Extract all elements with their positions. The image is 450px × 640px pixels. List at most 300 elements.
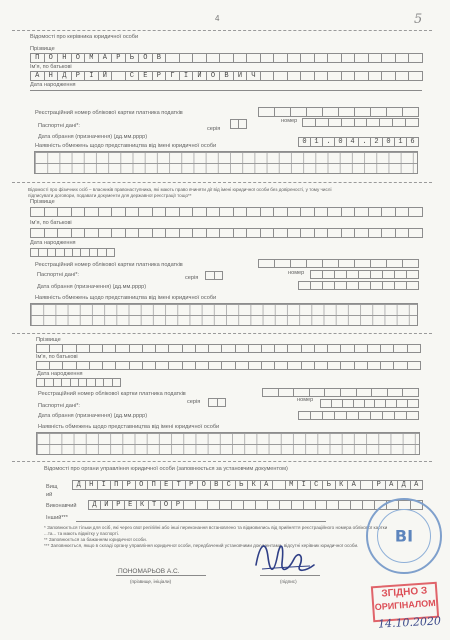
section2-tax-cells — [258, 259, 418, 268]
char-cell — [233, 228, 248, 238]
char-cell — [302, 118, 316, 127]
char-cell — [306, 259, 323, 268]
char-cell: В — [210, 480, 224, 490]
char-cell — [142, 344, 156, 353]
section3-name-label: Ім'я, по батькові — [36, 354, 78, 360]
char-cell — [192, 53, 207, 63]
char-cell: Н — [57, 53, 72, 63]
char-cell — [89, 344, 103, 353]
section2-surname-label: Прізвище — [30, 199, 55, 205]
char-cell — [367, 361, 381, 370]
char-cell — [287, 344, 301, 353]
char-cell — [327, 53, 342, 63]
char-cell — [44, 228, 59, 238]
section4-exec-label: Виконавчий — [46, 503, 77, 509]
char-cell — [261, 361, 275, 370]
char-cell — [206, 207, 221, 217]
char-cell: Д — [88, 500, 101, 510]
char-cell — [341, 71, 356, 81]
char-cell — [273, 207, 288, 217]
char-cell: Р — [171, 500, 184, 510]
char-cell: А — [30, 71, 45, 81]
section4-organ-label-2: ий — [46, 492, 53, 498]
char-cell — [235, 344, 249, 353]
section-divider — [12, 461, 432, 462]
char-cell — [328, 118, 342, 127]
char-cell: . — [358, 137, 371, 147]
char-cell: К — [247, 480, 261, 490]
section4-executive-organ-cells — [88, 500, 422, 510]
char-cell: Т — [148, 500, 161, 510]
section1-passport-label: Паспортні дані*: — [38, 123, 80, 129]
section3-surname-cells — [36, 344, 420, 353]
char-cell — [125, 207, 140, 217]
char-cell — [314, 207, 329, 217]
char-cell — [246, 228, 261, 238]
char-cell: 0 — [334, 137, 347, 147]
char-cell — [235, 361, 249, 370]
char-cell — [354, 207, 369, 217]
char-cell — [407, 399, 419, 408]
section2-dob-cells — [30, 248, 114, 257]
char-cell — [98, 207, 113, 217]
char-cell — [102, 344, 116, 353]
char-cell — [278, 388, 295, 397]
char-cell — [248, 361, 262, 370]
char-cell — [367, 344, 381, 353]
char-cell — [195, 361, 209, 370]
char-cell — [341, 228, 356, 238]
char-cell: О — [197, 480, 211, 490]
signature-caption: (підпис) — [280, 579, 297, 584]
section2-series-label: серія — [185, 275, 199, 281]
char-cell — [36, 344, 50, 353]
char-cell — [182, 344, 196, 353]
char-cell — [233, 53, 248, 63]
char-cell: О — [206, 71, 221, 81]
section1-dob-line — [30, 90, 422, 91]
char-cell: О — [135, 480, 149, 490]
char-cell — [402, 259, 419, 268]
char-cell — [287, 71, 302, 81]
char-cell — [315, 118, 329, 127]
char-cell — [57, 228, 72, 238]
char-cell — [354, 361, 368, 370]
char-cell — [206, 53, 221, 63]
char-cell: І — [84, 71, 99, 81]
char-cell — [293, 388, 310, 397]
char-cell — [221, 361, 235, 370]
char-cell — [300, 228, 315, 238]
char-cell — [168, 344, 182, 353]
char-cell: 0 — [382, 137, 395, 147]
char-cell — [340, 361, 354, 370]
char-cell — [219, 228, 234, 238]
char-cell — [370, 107, 387, 117]
char-cell: Р — [71, 71, 86, 81]
section1-number-label: номер — [281, 118, 298, 124]
char-cell — [274, 361, 288, 370]
char-cell: Ь — [125, 53, 140, 63]
char-cell — [274, 107, 291, 117]
section2-heading-line1: Відомості про фізичних осіб – власників правонаступника, які мають право вчиняти дії від імені юридичної особи без довіреності, у тому числі — [28, 187, 332, 192]
char-cell: Ч — [246, 71, 261, 81]
char-cell — [62, 344, 76, 353]
char-cell — [354, 118, 368, 127]
char-cell: І — [97, 480, 111, 490]
char-cell — [262, 388, 279, 397]
char-cell: Н — [44, 71, 59, 81]
section3-series-label: серія — [187, 399, 201, 405]
char-cell — [354, 344, 368, 353]
char-cell: И — [233, 71, 248, 81]
char-cell: О — [160, 500, 173, 510]
char-cell — [248, 344, 262, 353]
char-cell: А — [347, 480, 361, 490]
section1-election-cells — [298, 137, 418, 147]
char-cell — [258, 107, 275, 117]
char-cell — [238, 119, 247, 129]
char-cell — [208, 361, 222, 370]
char-cell — [111, 228, 126, 238]
char-cell — [379, 118, 393, 127]
section2-election-cells — [298, 281, 418, 290]
char-cell — [274, 344, 288, 353]
char-cell: П — [110, 480, 124, 490]
section4-higher-organ-cells — [72, 480, 422, 490]
char-cell — [155, 344, 169, 353]
char-cell — [36, 361, 50, 370]
signer-name-line — [116, 575, 206, 576]
section2-number-label: номер — [288, 270, 305, 276]
signer-name-caption: (прізвище, ініціали) — [130, 579, 172, 584]
char-cell: С — [125, 71, 140, 81]
char-cell — [71, 228, 86, 238]
char-cell — [386, 107, 403, 117]
char-cell — [341, 207, 356, 217]
section1-dob-label: Дата народження — [30, 82, 76, 88]
char-cell — [408, 53, 423, 63]
section1-series-label: серія — [207, 126, 221, 132]
char-cell — [301, 361, 315, 370]
footnote-1-cont: ...та... та мають відмітку у паспорті. — [44, 531, 120, 536]
section2-series-cells — [205, 271, 222, 280]
char-cell: Р — [372, 480, 386, 490]
char-cell — [260, 71, 275, 81]
char-cell — [182, 361, 196, 370]
section2-limits-label: Наявність обмежень щодо представництва від імені юридичної особи — [35, 295, 217, 301]
char-cell — [402, 107, 419, 117]
char-cell — [327, 228, 342, 238]
char-cell — [111, 71, 126, 81]
char-cell — [274, 259, 291, 268]
char-cell — [102, 361, 116, 370]
section3-dob-label: Дата народження — [37, 371, 83, 377]
certification-stamp-line2: ОРИГІНАЛОМ — [374, 597, 436, 613]
char-cell: М — [285, 480, 299, 490]
char-cell: Й — [192, 71, 207, 81]
char-cell — [386, 259, 403, 268]
char-cell: 4 — [346, 137, 359, 147]
section3-name-cells — [36, 361, 420, 370]
section3-election-label: Дата обрання (призначення) (дд.мм.рррр) — [38, 413, 148, 419]
certification-stamp-line1: ЗГІДНО З — [381, 585, 428, 600]
section2-number-cells — [310, 270, 418, 279]
char-cell — [261, 344, 275, 353]
char-cell: Н — [85, 480, 99, 490]
char-cell — [30, 228, 45, 238]
char-cell — [152, 207, 167, 217]
char-cell — [290, 259, 307, 268]
char-cell — [381, 53, 396, 63]
char-cell — [381, 228, 396, 238]
char-cell — [206, 228, 221, 238]
char-cell — [125, 228, 140, 238]
char-cell — [393, 361, 407, 370]
char-cell — [381, 71, 396, 81]
char-cell: Й — [98, 71, 113, 81]
char-cell — [89, 361, 103, 370]
char-cell: Д — [72, 480, 86, 490]
char-cell — [354, 228, 369, 238]
char-cell — [338, 259, 355, 268]
char-cell: С — [222, 480, 236, 490]
char-cell — [380, 344, 394, 353]
char-cell — [30, 207, 45, 217]
section3-number-cells — [320, 399, 418, 408]
char-cell — [354, 259, 371, 268]
char-cell — [402, 388, 419, 397]
section3-number-label: номер — [297, 397, 314, 403]
char-cell: С — [310, 480, 324, 490]
char-cell — [368, 228, 383, 238]
char-cell — [287, 53, 302, 63]
section3-dob-cells — [36, 378, 120, 387]
char-cell: П — [147, 480, 161, 490]
char-cell — [44, 207, 59, 217]
char-cell — [115, 361, 129, 370]
char-cell — [368, 207, 383, 217]
char-cell — [106, 248, 115, 257]
char-cell: К — [136, 500, 149, 510]
char-cell — [165, 53, 180, 63]
char-cell — [354, 71, 369, 81]
char-cell: Е — [160, 480, 174, 490]
section2-dob-label: Дата народження — [30, 240, 76, 246]
section2-name-cells — [30, 228, 422, 238]
section1-name-cells — [30, 71, 422, 81]
char-cell — [340, 344, 354, 353]
char-cell — [208, 344, 222, 353]
char-cell — [408, 207, 423, 217]
char-cell — [76, 344, 90, 353]
char-cell: П — [30, 53, 45, 63]
section2-name-label: Ім'я, по батькові — [30, 220, 72, 226]
section1-election-label: Дата обрання (призначення) (дд.мм.рррр) — [38, 134, 148, 140]
char-cell — [165, 228, 180, 238]
section3-passport-label: Паспортні дані*: — [38, 403, 80, 409]
char-cell — [322, 107, 339, 117]
char-cell: Р — [185, 480, 199, 490]
section3-tax-label: Реєстраційний номер облікової картки платника податків — [38, 391, 186, 397]
char-cell — [112, 378, 121, 387]
char-cell — [368, 53, 383, 63]
char-cell: А — [98, 53, 113, 63]
section1-limits-grid — [34, 151, 418, 174]
char-cell — [338, 107, 355, 117]
char-cell: 6 — [406, 137, 419, 147]
section4-heading: Відомості про органи управління юридичної особи (заповнюється за установчим документом) — [44, 466, 288, 472]
char-cell — [392, 118, 406, 127]
char-cell — [406, 281, 419, 290]
char-cell — [192, 228, 207, 238]
char-cell: І — [179, 71, 194, 81]
char-cell: І — [297, 480, 311, 490]
char-cell — [314, 344, 328, 353]
char-cell — [387, 388, 404, 397]
char-cell: В — [152, 53, 167, 63]
section2-limits-grid — [30, 303, 418, 326]
char-cell — [327, 361, 341, 370]
char-cell — [381, 207, 396, 217]
char-cell — [300, 207, 315, 217]
char-cell: О — [71, 53, 86, 63]
char-cell — [168, 361, 182, 370]
char-cell — [246, 53, 261, 63]
char-cell — [327, 71, 342, 81]
char-cell: . — [322, 137, 335, 147]
char-cell — [406, 411, 419, 420]
char-cell — [340, 388, 357, 397]
section1-series-cells — [230, 119, 246, 129]
char-cell: О — [44, 53, 59, 63]
coat-of-arms-icon: ВІ — [394, 526, 414, 546]
section2-election-label: Дата обрання (призначення) (дд.мм.рррр) — [37, 284, 147, 290]
section1-name-label: Ім'я, по батькові — [30, 64, 72, 70]
section3-election-cells — [298, 411, 418, 420]
section1-surname-cells — [30, 53, 422, 63]
char-cell: К — [335, 480, 349, 490]
char-cell — [84, 228, 99, 238]
char-cell: А — [410, 480, 424, 490]
round-seal — [366, 498, 442, 574]
char-cell — [395, 207, 410, 217]
section3-tax-cells — [262, 388, 418, 397]
char-cell — [290, 107, 307, 117]
char-cell: В — [219, 71, 234, 81]
char-cell — [300, 71, 315, 81]
section1-surname-label: Прізвище — [30, 46, 55, 52]
char-cell — [214, 271, 224, 280]
char-cell — [356, 388, 373, 397]
char-cell — [273, 53, 288, 63]
char-cell — [49, 361, 63, 370]
char-cell — [233, 207, 248, 217]
char-cell — [57, 207, 72, 217]
char-cell: Г — [165, 71, 180, 81]
char-cell: И — [100, 500, 113, 510]
char-cell — [287, 361, 301, 370]
char-cell — [287, 207, 302, 217]
char-cell — [273, 71, 288, 81]
char-cell — [217, 398, 227, 407]
char-cell — [71, 207, 86, 217]
char-cell: А — [260, 480, 274, 490]
char-cell: Р — [122, 480, 136, 490]
char-cell — [273, 228, 288, 238]
char-cell — [408, 71, 423, 81]
char-cell: Д — [57, 71, 72, 81]
char-cell — [393, 344, 407, 353]
char-cell — [129, 361, 143, 370]
char-cell — [142, 361, 156, 370]
section1-heading: Відомості про керівника юридичної особи — [30, 34, 139, 40]
char-cell — [306, 107, 323, 117]
char-cell — [354, 53, 369, 63]
char-cell: А — [385, 480, 399, 490]
char-cell: Е — [138, 71, 153, 81]
char-cell — [246, 207, 261, 217]
char-cell — [195, 344, 209, 353]
char-cell: Т — [172, 480, 186, 490]
char-cell: Р — [152, 71, 167, 81]
section4-organ-label-1: Вищ — [46, 484, 58, 490]
char-cell — [314, 53, 329, 63]
section3-surname-label: Прізвище — [36, 337, 61, 343]
section3-limits-grid — [36, 432, 420, 455]
char-cell: 1 — [394, 137, 407, 147]
char-cell — [341, 53, 356, 63]
char-cell — [322, 259, 339, 268]
char-cell — [380, 361, 394, 370]
char-cell: Е — [124, 500, 137, 510]
char-cell — [221, 344, 235, 353]
char-cell — [405, 118, 419, 127]
char-cell — [327, 207, 342, 217]
char-cell — [314, 361, 328, 370]
char-cell — [179, 207, 194, 217]
char-cell — [309, 388, 326, 397]
char-cell — [129, 344, 143, 353]
char-cell — [260, 228, 275, 238]
char-cell — [62, 361, 76, 370]
section-divider — [12, 333, 432, 334]
char-cell — [76, 361, 90, 370]
char-cell — [395, 71, 410, 81]
char-cell: Д — [397, 480, 411, 490]
footnote-2: ** Заповнюється за бажанням юридичної особи. — [44, 537, 147, 542]
char-cell — [368, 71, 383, 81]
char-cell: Р — [112, 500, 125, 510]
char-cell — [219, 207, 234, 217]
char-cell: 1 — [310, 137, 323, 147]
corner-handwritten-mark: 5 — [414, 12, 423, 27]
char-cell: Р — [111, 53, 126, 63]
char-cell — [300, 53, 315, 63]
char-cell — [360, 480, 374, 490]
char-cell — [324, 388, 341, 397]
char-cell — [407, 344, 421, 353]
char-cell — [138, 207, 153, 217]
char-cell — [179, 228, 194, 238]
section4-other-line — [76, 521, 326, 522]
handwritten-signature — [248, 535, 318, 580]
char-cell — [407, 361, 421, 370]
section1-number-cells — [302, 118, 418, 127]
section4-other-label: Інший*** — [46, 515, 68, 521]
char-cell — [111, 207, 126, 217]
section2-tax-label: Реєстраційний номер облікової картки платника податків — [35, 262, 183, 268]
